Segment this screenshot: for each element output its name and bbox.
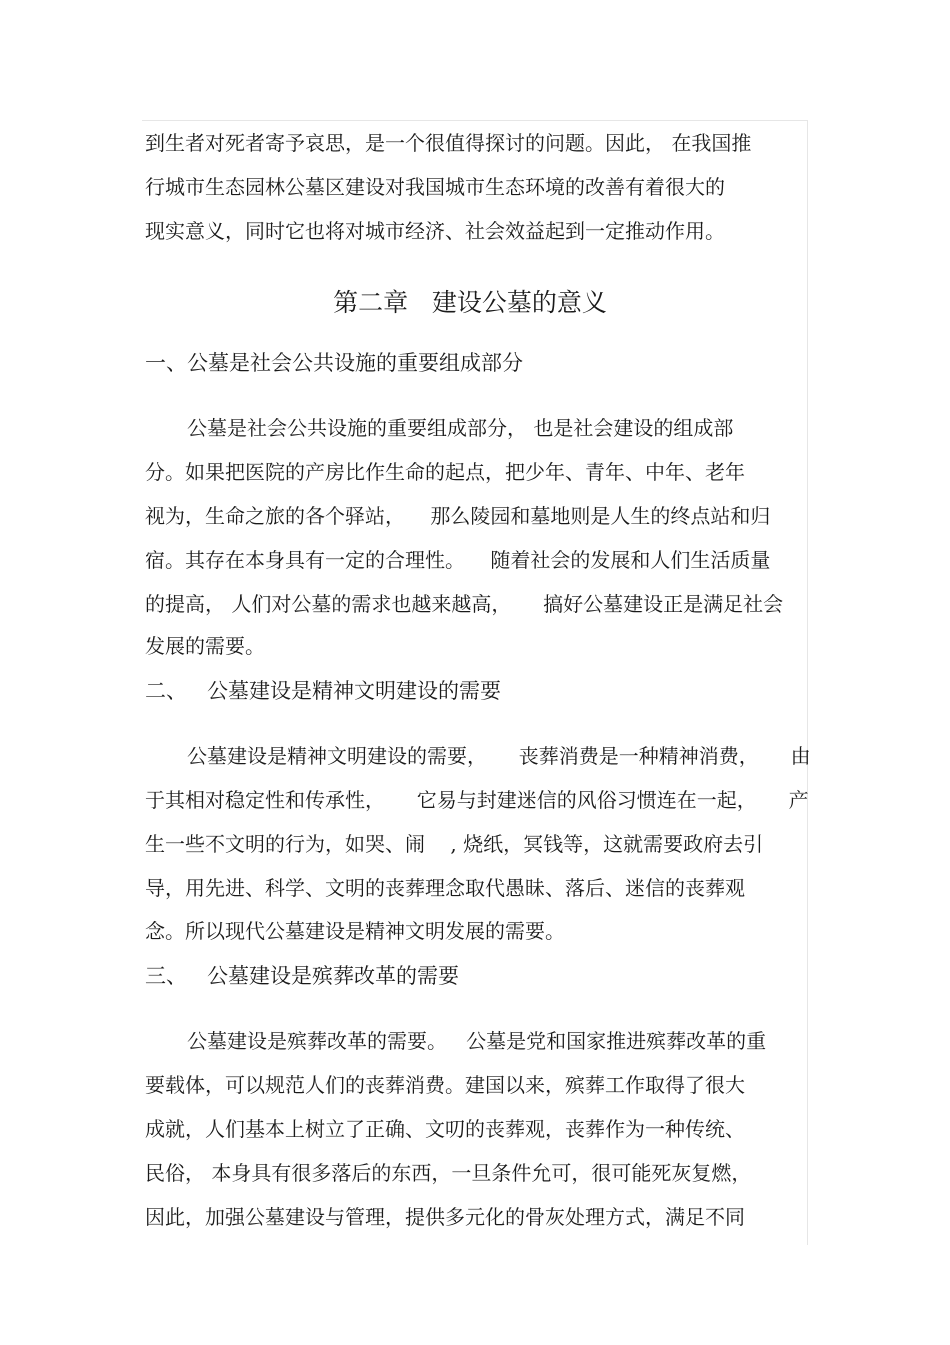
paragraph-line: 民俗， 本身具有很多落后的东西，一旦条件允可，很可能死灰复燃，: [145, 1161, 752, 1185]
paragraph-line: 要载体，可以规范人们的丧葬消费。建国以来，殡葬工作取得了很大: [145, 1073, 745, 1097]
paragraph-line: 视为，生命之旅的各个驿站， 那么陵园和墓地则是人生的终点站和归: [145, 504, 771, 528]
intro-line: 行城市生态园林公墓区建设对我国城市生态环境的改善有着很大的: [145, 175, 725, 199]
paragraph-line: 的提高， 人们对公墓的需求也越来越高， 搞好公墓建设正是满足社会: [145, 592, 784, 616]
intro-line: 现实意义，同时它也将对城市经济、社会效益起到一定推动作用。: [145, 219, 725, 243]
paragraph-line: 因此，加强公墓建设与管理，提供多元化的骨灰处理方式，满足不同: [145, 1205, 745, 1229]
paragraph-line: 公墓是社会公共设施的重要组成部分， 也是社会建设的组成部: [187, 416, 734, 440]
intro-line: 到生者对死者寄予哀思，是一个很值得探讨的问题。因此， 在我国推: [145, 131, 752, 155]
paragraph-line: 公墓建设是殡葬改革的需要。 公墓是党和国家推进殡葬改革的重: [187, 1029, 767, 1053]
section-heading-1: 一、公墓是社会公共设施的重要组成部分: [145, 351, 523, 375]
paragraph-line: 公墓建设是精神文明建设的需要， 丧葬消费是一种精神消费， 由: [187, 744, 811, 768]
chapter-title: 第二章 建设公墓的意义: [333, 288, 607, 317]
section-title: 公墓建设是殡葬改革的需要: [207, 964, 459, 988]
paragraph-line: 生一些不文明的行为，如哭、闹 , 烧纸，冥钱等，这就需要政府去引: [145, 832, 764, 856]
paragraph-line: 宿。其存在本身具有一定的合理性。 随着社会的发展和人们生活质量: [145, 548, 771, 572]
section-number: 三、: [145, 964, 187, 988]
paragraph-line: 成就，人们基本上树立了正确、文叨的丧葬观，丧葬作为一种传统、: [145, 1117, 745, 1141]
section-number: 二、: [145, 679, 187, 703]
paragraph-line: 发展的需要。: [145, 634, 265, 658]
section-title: 公墓建设是精神文明建设的需要: [207, 679, 501, 703]
section-heading-3: [145, 961, 459, 991]
paragraph-line: 分。如果把医院的产房比作生命的起点，把少年、青年、中年、老年: [145, 460, 745, 484]
paragraph-line: 念。所以现代公墓建设是精神文明发展的需要。: [145, 919, 565, 943]
paragraph-line: 于其相对稳定性和传承性， 它易与封建迷信的风俗习惯连在一起， 产: [145, 788, 809, 812]
paragraph-line: 导，用先进、科学、文明的丧葬理念取代愚昧、落后、迷信的丧葬观: [145, 876, 745, 900]
section-heading-2: [145, 676, 501, 706]
